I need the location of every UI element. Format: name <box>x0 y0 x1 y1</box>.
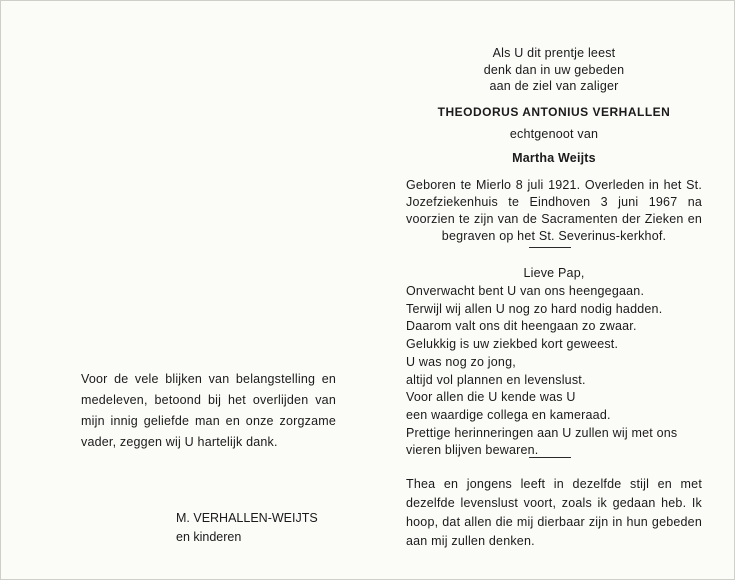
poem-line: Voor allen die U kende was U <box>406 390 576 405</box>
intro-line: Als U dit prentje leest <box>492 46 616 60</box>
divider <box>529 457 571 458</box>
thanks-section <box>81 369 336 453</box>
poem-line: Terwijl wij allen U nog zo hard nodig hadden. <box>406 301 663 316</box>
poem-line: Daarom valt ons dit heengaan zo zwaar. <box>406 319 637 334</box>
intro-line: denk dan in uw gebeden <box>483 62 625 77</box>
poem-line: Gelukkig is uw ziekbed kort geweest. <box>406 337 619 352</box>
biography: Geboren te Mierlo 8 juli 1921. Overleden in het St. Jozefziekenhuis te Eindhoven 3 juni 1967 na voorzien te zijn van de Sacramenten der Zieken en begraven op het St. Severinus-kerkhof. <box>406 178 702 243</box>
divider <box>529 247 571 248</box>
poem-line: U was nog zo jong, <box>406 354 516 369</box>
signature-name: M. VERHALLEN-WEIJTS <box>176 511 318 525</box>
thanks-text: Voor de vele blijken van belangstelling en medeleven, betoond bij het overlijden van mijn innig geliefde man en onze zorgzame vader, zeggen wij U hartelijk dank. <box>81 372 336 449</box>
signature <box>176 509 318 547</box>
spouse-intro: echtgenoot van <box>509 127 599 141</box>
poem-line: altijd vol plannen en levenslust. <box>406 372 586 387</box>
spouse-name: Martha Weijts <box>512 151 596 165</box>
deceased-name: THEODORUS ANTONIUS VERHALLEN <box>437 105 671 119</box>
intro-verse <box>404 45 704 95</box>
poem-line: Prettige herinneringen aan U zullen wij met ons <box>406 425 678 440</box>
poem-line: Onverwacht bent U van ons heengegaan. <box>406 284 645 298</box>
poem-line: een waardige collega en kameraad. <box>406 407 611 422</box>
poem-line: vieren blijven bewaren. <box>406 443 539 458</box>
closing-text: Thea en jongens leeft in dezelfde stijl en met dezelfde levenslust voort, zoals ik gedaan heb. Ik hoop, dat allen die mij dierbaar zijn in hun gebeden aan mij zullen denken. <box>406 477 702 548</box>
poem <box>406 283 704 460</box>
greeting: Lieve Pap, <box>523 266 585 280</box>
intro-line: aan de ziel van zaliger <box>489 79 619 93</box>
signature-subline: en kinderen <box>176 530 242 544</box>
